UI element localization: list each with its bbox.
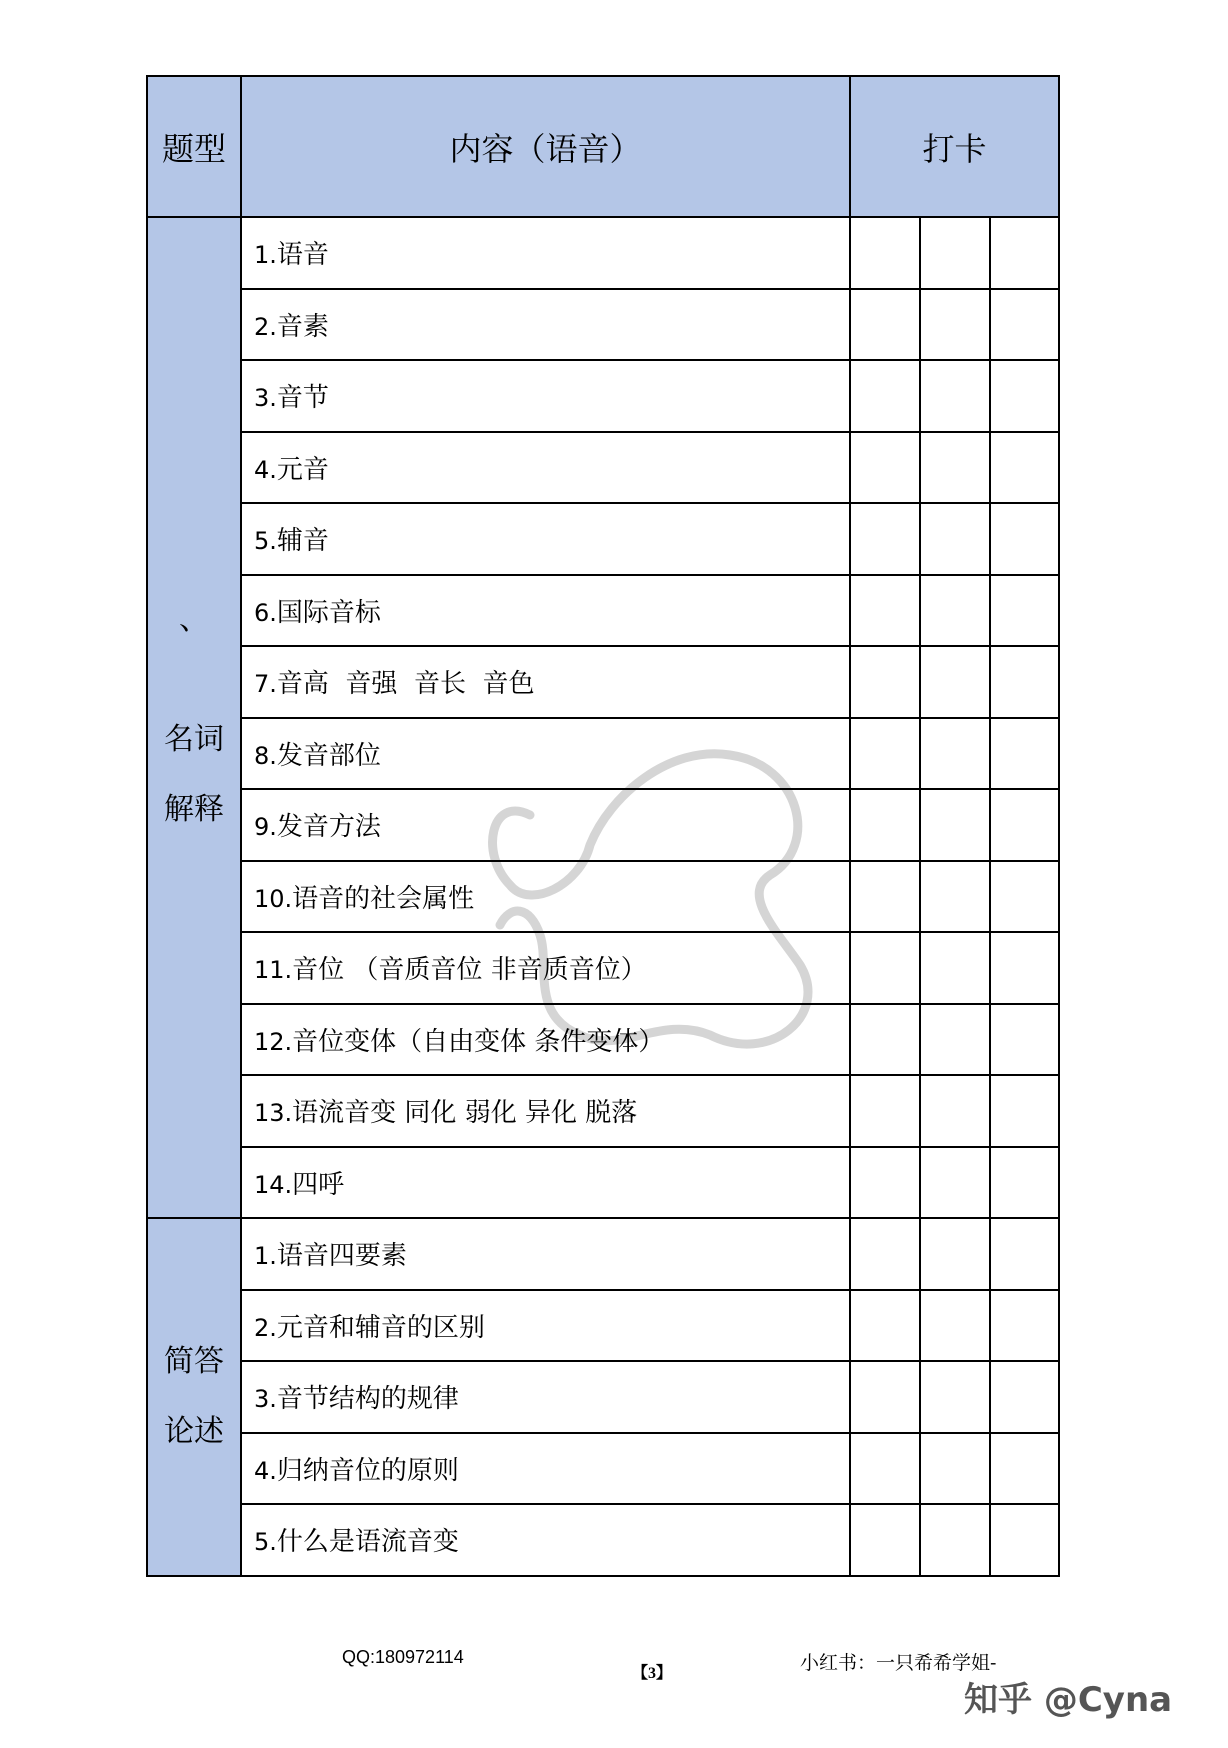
checklist-body	[147, 217, 1059, 1576]
checkin-box-1[interactable]	[850, 1075, 920, 1147]
checkin-box-2[interactable]	[920, 718, 990, 790]
checkin-box-1[interactable]	[850, 789, 920, 861]
item-cell	[241, 432, 850, 504]
header-checkin: 打卡	[850, 76, 1059, 217]
checkin-box-1[interactable]	[850, 1147, 920, 1219]
checkin-box-2[interactable]	[920, 432, 990, 504]
checkin-box-2[interactable]	[920, 1218, 990, 1290]
item-text: 四呼	[292, 1169, 345, 1200]
checkin-box-2[interactable]	[920, 789, 990, 861]
checkin-box-1[interactable]	[850, 360, 920, 432]
category-enum-mark: 、	[179, 602, 209, 637]
checkin-box-3[interactable]	[990, 1075, 1059, 1147]
item-cell	[241, 1004, 850, 1076]
table-row	[147, 217, 1059, 289]
checkin-box-1[interactable]	[850, 1433, 920, 1505]
checkin-box-2[interactable]	[920, 360, 990, 432]
item-cell	[241, 360, 850, 432]
header-row	[147, 76, 1059, 217]
table-row	[147, 861, 1059, 933]
item-text: 归纳音位的原则	[276, 1455, 459, 1486]
checkin-box-1[interactable]	[850, 1290, 920, 1362]
checkin-box-1[interactable]	[850, 718, 920, 790]
checkin-box-2[interactable]	[920, 1504, 990, 1576]
table-row	[147, 1147, 1059, 1219]
item-cell	[241, 789, 850, 861]
item-cell	[241, 646, 850, 718]
item-text: 音位变体（自由变体 条件变体）	[292, 1026, 665, 1057]
item-number: 8.	[254, 741, 277, 770]
item-number: 3.	[254, 384, 277, 413]
item-cell	[241, 575, 850, 647]
table-row	[147, 1290, 1059, 1362]
zhihu-watermark: 知乎 @Cyna	[964, 1680, 1173, 1720]
item-cell	[241, 1361, 850, 1433]
item-number: 6.	[254, 598, 277, 627]
checkin-box-2[interactable]	[920, 1075, 990, 1147]
footer-qq: QQ:180972114	[342, 1647, 464, 1667]
header-content: 内容（语音）	[241, 76, 850, 217]
checkin-box-1[interactable]	[850, 503, 920, 575]
checkin-box-3[interactable]	[990, 503, 1059, 575]
table-row	[147, 1075, 1059, 1147]
item-number: 2.	[254, 1313, 277, 1342]
checkin-box-2[interactable]	[920, 646, 990, 718]
item-text: 音素	[276, 311, 329, 342]
checkin-box-3[interactable]	[990, 1147, 1059, 1219]
item-text: 语音四要素	[276, 1241, 407, 1272]
item-number: 2.	[254, 312, 277, 341]
item-text: 音位 （音质音位 非音质音位）	[292, 955, 647, 986]
checkin-box-2[interactable]	[920, 1290, 990, 1362]
item-number: 4.	[254, 455, 277, 484]
checkin-box-3[interactable]	[990, 932, 1059, 1004]
item-text: 发音方法	[276, 812, 381, 843]
checkin-box-1[interactable]	[850, 1004, 920, 1076]
item-cell	[241, 861, 850, 933]
checkin-box-1[interactable]	[850, 217, 920, 289]
checkin-box-2[interactable]	[920, 932, 990, 1004]
item-cell	[241, 503, 850, 575]
item-cell	[241, 1504, 850, 1576]
checkin-box-3[interactable]	[990, 1218, 1059, 1290]
table-row	[147, 289, 1059, 361]
item-number: 3.	[254, 1385, 277, 1414]
item-text: 音节结构的规律	[276, 1384, 459, 1415]
checkin-box-3[interactable]	[990, 718, 1059, 790]
item-number: 10.	[254, 884, 293, 913]
checkin-box-3[interactable]	[990, 1290, 1059, 1362]
checkin-box-3[interactable]	[990, 1504, 1059, 1576]
checkin-box-2[interactable]	[920, 289, 990, 361]
item-cell	[241, 289, 850, 361]
item-number: 11.	[254, 956, 293, 985]
item-number: 4.	[254, 1456, 277, 1485]
table-row	[147, 1433, 1059, 1505]
table-row	[147, 932, 1059, 1004]
checkin-box-3[interactable]	[990, 217, 1059, 289]
item-number: 7.	[254, 670, 277, 699]
checkin-box-2[interactable]	[920, 1004, 990, 1076]
item-text: 语音的社会属性	[292, 883, 475, 914]
item-number: 1.	[254, 241, 277, 270]
checkin-box-2[interactable]	[920, 575, 990, 647]
item-cell	[241, 932, 850, 1004]
item-text: 语音	[276, 240, 329, 271]
checkin-box-3[interactable]	[990, 289, 1059, 361]
checkin-box-1[interactable]	[850, 289, 920, 361]
checkin-box-2[interactable]	[920, 861, 990, 933]
checklist-table	[146, 75, 1060, 1577]
checkin-box-1[interactable]	[850, 646, 920, 718]
checkin-box-1[interactable]	[850, 1504, 920, 1576]
item-text: 辅音	[276, 526, 329, 557]
item-text: 元音	[276, 454, 329, 485]
category-label: 名词解释	[164, 722, 224, 827]
checkin-box-1[interactable]	[850, 575, 920, 647]
item-number: 5.	[254, 1528, 277, 1557]
checkin-box-3[interactable]	[990, 1361, 1059, 1433]
header-type: 题型	[147, 76, 241, 217]
checkin-box-2[interactable]	[920, 503, 990, 575]
checkin-box-3[interactable]	[990, 861, 1059, 933]
item-cell	[241, 1147, 850, 1219]
table-row	[147, 432, 1059, 504]
table-row	[147, 789, 1059, 861]
category-cell	[147, 217, 241, 1218]
footer-xiaohongshu: 小红书：一只希希学姐-	[800, 1652, 997, 1674]
table-row	[147, 1004, 1059, 1076]
checkin-box-1[interactable]	[850, 1361, 920, 1433]
item-cell	[241, 1218, 850, 1290]
table-row	[147, 646, 1059, 718]
item-number: 14.	[254, 1170, 293, 1199]
item-cell	[241, 217, 850, 289]
checkin-box-1[interactable]	[850, 1218, 920, 1290]
item-cell	[241, 1075, 850, 1147]
checkin-box-3[interactable]	[990, 360, 1059, 432]
checkin-box-3[interactable]	[990, 646, 1059, 718]
table-row	[147, 360, 1059, 432]
item-number: 12.	[254, 1027, 293, 1056]
checkin-box-3[interactable]	[990, 1004, 1059, 1076]
item-number: 5.	[254, 527, 277, 556]
item-text: 发音部位	[276, 740, 381, 771]
item-text: 国际音标	[276, 597, 381, 628]
checkin-box-1[interactable]	[850, 432, 920, 504]
checkin-box-1[interactable]	[850, 932, 920, 1004]
table-row	[147, 575, 1059, 647]
item-text: 语流音变 同化 弱化 异化 脱落	[292, 1098, 638, 1129]
table-row	[147, 718, 1059, 790]
item-text: 元音和辅音的区别	[276, 1312, 485, 1343]
item-cell	[241, 1290, 850, 1362]
checkin-box-3[interactable]	[990, 789, 1059, 861]
item-cell	[241, 718, 850, 790]
checkin-box-2[interactable]	[920, 1147, 990, 1219]
page-number: 【3】	[632, 1665, 673, 1682]
item-number: 13.	[254, 1099, 293, 1128]
table-row	[147, 1218, 1059, 1290]
checkin-box-2[interactable]	[920, 1433, 990, 1505]
checkin-box-1[interactable]	[850, 861, 920, 933]
table-row	[147, 1361, 1059, 1433]
checkin-box-3[interactable]	[990, 1433, 1059, 1505]
item-number: 1.	[254, 1242, 277, 1271]
category-cell	[147, 1218, 241, 1576]
item-text: 什么是语流音变	[276, 1527, 459, 1558]
item-text: 音节	[276, 383, 329, 414]
checkin-box-3[interactable]	[990, 432, 1059, 504]
checkin-box-3[interactable]	[990, 575, 1059, 647]
item-text: 音高 音强 音长 音色	[276, 669, 535, 700]
checklist-sheet	[146, 75, 1058, 1577]
item-cell	[241, 1433, 850, 1505]
table-row	[147, 1504, 1059, 1576]
checkin-box-2[interactable]	[920, 217, 990, 289]
item-number: 9.	[254, 813, 277, 842]
table-row	[147, 503, 1059, 575]
checkin-box-2[interactable]	[920, 1361, 990, 1433]
category-label: 简答论述	[164, 1343, 224, 1449]
